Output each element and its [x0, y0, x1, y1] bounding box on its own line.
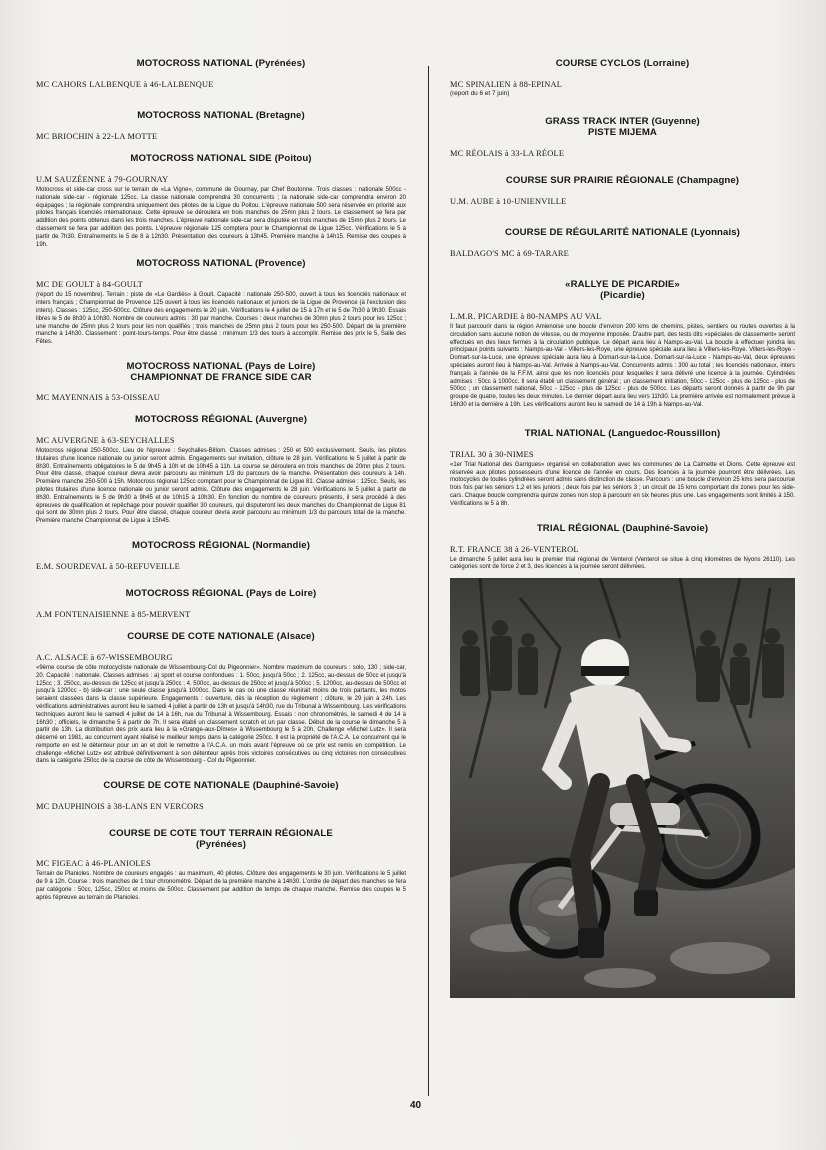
event-section	[36, 631, 406, 766]
event-section	[36, 58, 406, 90]
event-club: MC DE GOULT à 84-GOULT	[36, 280, 143, 290]
event-section	[36, 258, 406, 347]
event-club: MC RÉOLAIS à 33-LA RÉOLE	[450, 149, 565, 158]
event-description: «1er Trial National des Garrigues» organisé en collaboration avec les communes de La Calmette et Dions. Cette épreuve est réservée aux pilotes possesseurs d'une licence de l'année en cours. Des licences à la journée pourront être délivrées. Les motocycles de toutes cylindrées seront admis sans distinction de classe. Parcours : une boucle d'environ 25 kms sera parcourue trois fois par les séniors 1,2 et les juniors ; deux fois par les séniors 3 ; un circuit de 15 kms comportant dix zones pour les side-cars. Chaque boucle comprendra quinze zones non stop à parcourir en six heures plus une. Les engagements sont limités à 150. Vérifications le 5 à 8h.	[450, 461, 795, 507]
event-subtitle: CHAMPIONNAT DE FRANCE SIDE CAR	[130, 371, 312, 383]
event-club: R.T. FRANCE 38 à 26-VENTEROL	[450, 544, 579, 554]
event-description: Motocross et side-car cross sur le terrain de «La Vigne», commune de Gournay, par Chef Boutonne. Trois classes : nationale 500cc - nationale side-car - régionale 125cc. La classe nationale comprendra 30 concurrents ; la nationale side-car comprendra environ 20 équipages ; la régionale comprendra uniquement des pilotes de la Ligue du Poitou. L'épreuve nationale 500 sera réservée en priorité aux pilotes français licenciés internationaux. Cette épreuve se déroulera en trois manches de 25mn plus 2 tours. Le classement se fera par addition des points obtenus dans les trois manches. L'épreuve nationale side-car sera disputée en trois manches de 15mn plus 2 tours. Le classement se fera par addition des points. L'épreuve régionale 125 comptera pour le Championnat de Ligue 125cc. Vérifications le 5 à partir de 7h30. Entraînements le 5 de 8 à 12h30. Présentation des coureurs à 13h45. Première manche à 14h15. Remise des coupes à 19h.	[36, 187, 406, 248]
page-number: 40	[410, 1100, 422, 1111]
event-club: MC CAHORS LALBENQUE à 46-LALBENQUE	[36, 80, 214, 89]
event-section	[450, 58, 795, 98]
event-club: TRIAL 30 à 30-NIMES	[450, 449, 534, 459]
event-section	[36, 780, 406, 812]
event-club: A.C. ALSACE à 67-WISSEMBOURG	[36, 652, 173, 662]
event-description: Le dimanche 5 juillet aura lieu le premier trial régional de Venterol (Venterol se situe à cinq kilomètres de Nyons 26110). Les catégories sont de force 2 et 3, des licences à la journée seront délivrées.	[450, 556, 795, 571]
event-title: MOTOCROSS RÉGIONAL (Auvergne)	[134, 413, 308, 425]
event-club: MC BRIOCHIN à 22-LA MOTTE	[36, 132, 158, 141]
event-title-block	[450, 279, 795, 301]
event-title-block	[36, 361, 406, 383]
event-description: Terrain de Planioles. Nombre de coureurs engagés : au maximum, 40 pilotes. Clôture des engagements le 30 juin. Vérifications le 5 juillet de 9 à 12h. Course : trois manches de 1 tour chronométré. Départ de la première manche à 14h30. L'ordre de départ des manches se fera par catégorie : 50cc, 125cc, 250cc et moins de 500cc. Classement par addition de temps de chaque manche. Remise des coupes le 5 après l'épreuve au terrain de Planioles.	[36, 871, 406, 901]
event-description: (report du 15 novembre). Terrain : piste de «Le Gardiès» à Goult. Capacité : nationale 250-500, ouvert à tous les licenciés nationaux et inters français ; Championnat de Provence 125 ouvert à tous les licenciés nationaux et juniors de la Ligue de Provence (à l'exclusion des inters). Classes : 125cc, 250-500cc. Clôture des engagements le 20 juin. Vérifications le 4 juillet de 15 à 17h et le 5 de 7h30 à 9h30. Essais libres le 5 de 8h30 à 10h30. Nombre de coureurs admis : 30 par manche. Courses : deux manches de 30mn plus 2 tours pour les 125cc ; une manche de 25mn plus 2 tours pour les non qualifiés ; trois manches de 25mn plus 2 tours pour les 250-500. Départ de la première manche à 14h30. Classement : point-tours-temps. Pour être classé : minimum 1/3 des tours à accomplir. Remise des prix le 5, Salle des Fêtes.	[36, 292, 406, 346]
event-title: MOTOCROSS NATIONAL (Provence)	[136, 258, 306, 270]
event-title: COURSE DE COTE NATIONALE (Dauphiné-Savoie)	[103, 780, 339, 792]
event-section	[450, 523, 795, 573]
event-section	[450, 116, 795, 159]
event-club: U.M. AUBE à 10-UNIENVILLE	[450, 197, 567, 206]
event-title: «RALLYE DE PICARDIE»	[565, 279, 680, 290]
event-title-block	[36, 828, 406, 850]
event-club: L.M.R. PICARDIE à 80-NAMPS AU VAL	[450, 312, 602, 321]
event-title: TRIAL RÉGIONAL (Dauphiné-Savoie)	[536, 522, 709, 534]
event-club: MC DAUPHINOIS à 38-LANS EN VERCORS	[36, 802, 204, 812]
column-divider	[428, 66, 429, 1096]
event-section	[36, 153, 406, 249]
event-description: Il faut parcourir dans la région Amienoise une boucle d'environ 200 kms de chemins, pistes, sentiers ou routes ouvertes à la circulation sans aucune notion de vitesse, ou de moyenne imposée. D'autre part, des tests dits «spéciales de classement» seront effectués en des lieux fermés à la circulation publique. Le départ aura lieu à Namps-au-Val. La boucle à effectuer joindra les principaux points suivants : Namps-au-Val - Villers-les-Roye, une épreuve spéciale aura lieu à Villers-les-Roye. Villers-les-Roye - Domart-sur-la-Luce, une épreuve spéciale aura lieu à Domart-sur-la-Luce. Domart-sur-la-Luce - Namps-au-Val, deux épreuves spéciales auront lieu à Namps-au-Val. Arrivée à Namps-au-Val. Concurrents admis : 300 au total ; les licenciés nationaux, inters français à l'année de la F.F.M. ainsi que les non licenciés pour lesquelles il sera délivré une licence à la journée. Cylindrées admises : 50cc à 1000cc. Il sera établi un classement général ; un classement initiation, 50cc - 125cc - plus de 125cc - plus de 500cc ; un classement national, 50cc - 125cc - plus de 125cc - plus de 500cc. Les départs seront donnés à partir de 9h par groupe de quatre, toutes les deux minutes. Le dernier départ aura lieu vers 11h30. La première arrivée est normalement prévue à 16h30 et la dernière à 19h. Les vérifications auront lieu le samedi de 14 à 19h à Namps-au-Val.	[450, 324, 795, 408]
event-section	[450, 227, 795, 259]
event-description: Motocross régional 250-500cc. Lieu de l'épreuve : Seychalles-Billom. Classes admises : 250 et 500 exclusivement. Seuls, les pilotes titulaires d'une licence nationale ou junior seront admis. Engagements sur invitation, clôture le 28 juin. Vérifications le 5 juillet à partir de 8h30. Entraînements obligatoires le 5 de 9h45 à 10h et de 10h45 à 11h. La course se déroulera en trois manches de 20mn plus 2 tours. Pour être classé, chaque coureur devra avoir parcouru au minimum 1/3 du parcours de la manche. Présentation des coureurs à 14h. Première manche 250-500 à 15h. Motocross régional 125cc comptant pour le Championnat de Ligue 81. Classe admise : 125cc. Seuls, les pilotes titulaires d'une licence nationale ou junior seront admis. Clôture des engagements le 28 juin. Vérifications le 5 juillet à partir de 8h30. Entraînements le 5 de 9h30 à 9h45 et de 10h15 à 10h30. En fonction du nombre de coureurs présents, il sera procédé à des épreuves de qualification et repêchage pour pouvoir qualifier 30 coureurs, qui disputeront les deux manches du Championnat de Ligue 81 qui sont de 30mn plus 2 tours. Pour être classé, chaque coureur devra avoir parcouru au minimum 1/3 du parcours total de la manche. Première manche Championnat de Ligue à 15h45.	[36, 447, 406, 525]
event-title: MOTOCROSS RÉGIONAL (Pays de Loire)	[125, 587, 317, 599]
event-section	[36, 361, 406, 403]
event-club: MC AUVERGNE à 63-SEYCHALLES	[36, 435, 175, 445]
event-title: GRASS TRACK INTER (Guyenne)	[545, 116, 700, 127]
event-club: MC FIGEAC à 46-PLANIOLES	[36, 859, 151, 869]
event-title: MOTOCROSS RÉGIONAL (Normandie)	[131, 539, 310, 551]
event-subtitle: (Pyrénées)	[195, 839, 247, 851]
event-subtitle: (Picardie)	[600, 290, 645, 301]
event-club: U.M SAUZÉENNE à 79-GOURNAY	[36, 175, 169, 184]
event-section	[36, 588, 406, 620]
event-section	[36, 828, 406, 902]
event-title-block	[450, 116, 795, 138]
event-title: MOTOCROSS NATIONAL (Bretagne)	[137, 110, 305, 121]
event-section	[450, 279, 795, 410]
event-club: A.M FONTENAISIENNE à 85-MERVENT	[36, 609, 191, 619]
event-club: MC MAYENNAIS à 53-OISSEAU	[36, 392, 161, 402]
event-title: COURSE DE RÉGULARITÉ NATIONALE (Lyonnais)	[505, 227, 740, 238]
event-club: BALDAGO'S MC à 69-TARARE	[450, 249, 569, 258]
left-column	[36, 58, 406, 902]
trial-rider-photo	[450, 578, 795, 998]
right-column	[450, 58, 795, 998]
event-title: TRIAL NATIONAL (Languedoc-Roussillon)	[524, 427, 721, 439]
event-title: COURSE DE COTE NATIONALE (Alsace)	[127, 630, 315, 642]
event-title: MOTOCROSS NATIONAL SIDE (Poitou)	[130, 153, 312, 164]
event-club: MC SPINALIEN à 88-EPINAL	[450, 80, 563, 89]
event-description: «9ème course de côte motocycliste nationale de Wissembourg-Col du Pigeonnier». Nombre maximum de coureurs : solo, 130 ; side-car, 20. Capacité : nationale. Classes admises : a) sport et course confondues : 1. 50cc, jusqu'à 50cc ; 2. 125cc, au-dessus de 50cc et jusqu'à 125cc ; 3. 250cc, au-dessus de 125cc et jusqu'à 250cc ; 4. 500cc, au-dessus de 250cc et jusqu'à 500cc ; 5. 1200cc, au-dessus de 500cc et jusqu'à 1200cc - b) side-car : une seule classe jusqu'à 1000cc. Dans le cas où une classe réunirait moins de trois partants, les motos seraient classées dans la classe supérieure. Engagements : ouverture, dès la réception du règlement ; clôture, le 29 juin à 24h. Les vérifications administratives auront lieu le samedi 4 juillet à partir de 13h et jusqu'à 14h30, rue du Tribunal à Wissembourg. Les vérifications techniques auront lieu le samedi 4 juillet de 14 à 16h, rue du Tribunal à Wissembourg. Essais : non chronométrés, le samedi 4 de 14 à 16h30 ; officiels, le dimanche 5 à partir de 7h. Il sera établi un classement scratch et un par classe. Début de la course le dimanche 5 à partir de 13h. La distribution des prix aura lieu à la «Grange-aux-Dîmes» à Wissembourg le 5 à 20h. Challenge «Michel Lutz». Il sera décerné en 1981, au concurrent ayant réalisé le meilleur temps dans la catégorie 250cc. Il est la propriété de l'A.C.A. Le concurrent qui le remporte en est le détenteur pour un an et doit le remettre à l'A.C.A. un mois avant l'épreuve où ce prix est remis en compétition. Le challenge «Michel Lutz» est attribué définitivement à son détenteur après trois victoires consécutives ou cinq victoires non consécutives dans la catégorie 250cc de la course de côte de Wissembourg - Col du Pigeonnier.	[36, 664, 406, 765]
event-title: MOTOCROSS NATIONAL (Pays de Loire)	[126, 360, 316, 372]
event-title: COURSE DE COTE TOUT TERRAIN RÉGIONALE	[109, 828, 333, 840]
event-title: MOTOCROSS NATIONAL (Pyrénées)	[136, 58, 306, 69]
event-section	[450, 428, 795, 509]
event-section	[36, 540, 406, 572]
event-title: COURSE CYCLOS (Lorraine)	[555, 58, 690, 69]
event-subtitle: PISTE MIJEMA	[588, 127, 657, 138]
event-section	[450, 175, 795, 207]
event-note: (report du 6 et 7 juin)	[450, 90, 510, 97]
event-title: COURSE SUR PRAIRIE RÉGIONALE (Champagne)	[505, 175, 740, 186]
event-club: E.M. SOURDEVAL à 50-REFUVEILLE	[36, 561, 180, 571]
event-section	[36, 414, 406, 526]
photo-illustration	[450, 578, 795, 998]
event-section	[36, 110, 406, 142]
